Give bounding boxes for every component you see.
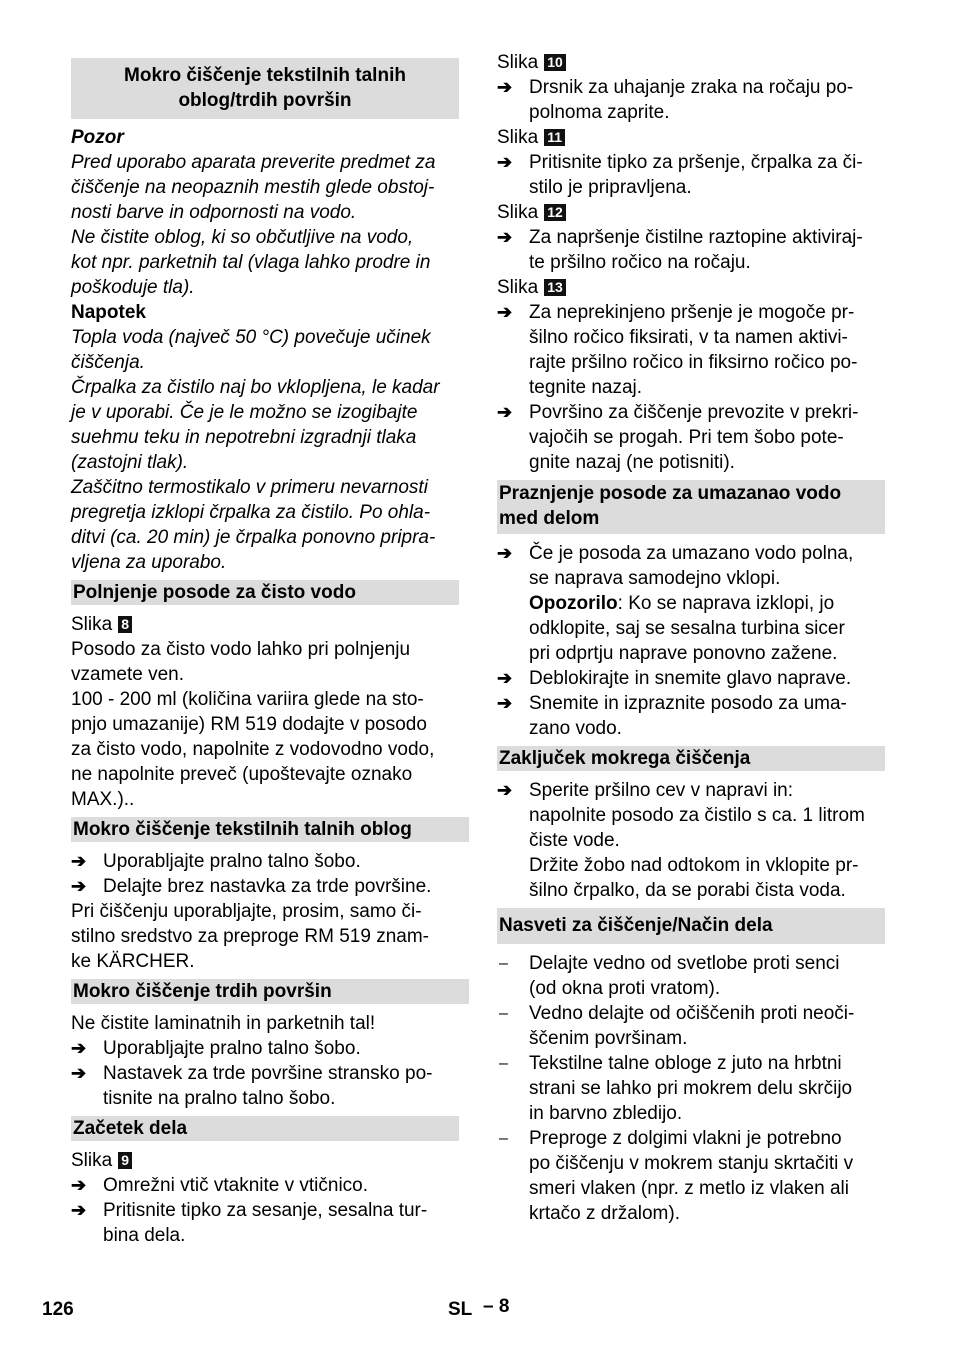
- list-item: [71, 1036, 459, 1061]
- arrow-icon: ➔: [71, 851, 87, 871]
- list-item-text: Nastavek za trde površine stransko po- tisnite na pralno talno šobo.: [103, 1063, 433, 1109]
- warning-note: [529, 591, 885, 666]
- tekstil-text: Pri čiščenju uporabljajte, prosim, samo či- stilno sredstvo za preproge RM 519 znam- ke KÄRCHER.: [71, 901, 429, 972]
- arrow-icon: ➔: [497, 780, 513, 800]
- list-item-text: Površino za čiščenje prevozite v prekri- vajočih se progah. Pri tem šobo pote- gnite nazaj (ne potisniti).: [529, 402, 859, 473]
- napotek-label: Napotek: [71, 302, 146, 323]
- right-column: [497, 50, 885, 1226]
- list-item-text: Za neprekinjeno pršenje je mogoče pr- šilno ročico fiksirati, v ta namen aktivi- rajte pršilno ročico in fiksirno ročico po- tegnite nazaj.: [529, 302, 858, 398]
- list-item-text: Omrežni vtič vtaknite v vtičnico.: [103, 1175, 369, 1196]
- section-heading-tekstil: Mokro čiščenje tekstilnih talnih oblog: [71, 817, 469, 842]
- figure-reference: [71, 612, 459, 637]
- list-item: [497, 300, 885, 400]
- list-item: [497, 691, 885, 741]
- list-item-text: Pritisnite tipko za sesanje, sesalna tur- bina dela.: [103, 1200, 428, 1246]
- figure-reference: [497, 125, 885, 150]
- figure-number-badge: 10: [544, 54, 566, 71]
- section-page-number: – 8: [483, 1296, 510, 1317]
- language-code: SL: [448, 1299, 473, 1320]
- napotek-text: Topla voda (največ 50 °C) povečuje učinek čiščenja. Črpalka za čistilo naj bo vklopljena, le kadar je v uporabi. Če je le možno se izogibajte suehmu teku in nepotrebni izgradnji tlaka (zastojni tlak). Zaščitno termostikalo v primeru nevarnosti pregretja izklopi črpalka za čistilo. Po ohla- ditvi (ca. 20 min) je črpalka ponovno pripra- vljena za uporabo.: [71, 327, 440, 573]
- list-item-text: Za napršenje čistilne raztopine aktiviraj- te pršilno ročico na ročaju.: [529, 227, 863, 273]
- list-item-text: Tekstilne talne obloge z juto na hrbtni strani se lahko pri mokrem delu skrčijo in barvno zbledijo.: [529, 1053, 853, 1124]
- figure-label: Slika: [71, 1150, 113, 1171]
- pozor-text: Pred uporabo aparata preverite predmet za čiščenje na neopaznih mestih glede obstoj- nosti barve in odpornosti na vodo. Ne čistite oblog, ki so občutljive na vodo, kot npr. parketnih tal (vlaga lahko prodre in poškoduje tla).: [71, 152, 436, 298]
- trde-intro: Ne čistite laminatnih in parketnih tal!: [71, 1013, 376, 1034]
- arrow-icon: ➔: [497, 543, 513, 563]
- arrow-icon: ➔: [497, 402, 513, 422]
- section-heading-zacetek: Začetek dela: [71, 1116, 459, 1141]
- figure-number-badge: 9: [118, 1152, 132, 1169]
- figure-label: Slika: [497, 202, 539, 223]
- dash-bullet: –: [499, 1055, 508, 1072]
- list-item-text: Snemite in izpraznite posodo za uma- zano vodo.: [529, 693, 847, 739]
- list-item: [71, 1061, 459, 1111]
- arrow-icon: ➔: [71, 1175, 87, 1195]
- arrow-icon: ➔: [497, 227, 513, 247]
- warning-text: : Ko se naprava izklopi, jo odklopite, saj se sesalna turbina sicer pri odprtju naprave ponovno zažene.: [529, 593, 845, 664]
- arrow-icon: ➔: [71, 1063, 87, 1083]
- figure-reference: [497, 275, 885, 300]
- list-item-text: Delajte vedno od svetlobe proti senci (od okna proti vratom).: [529, 953, 840, 999]
- section-heading-zakljucek: Zaključek mokrega čiščenja: [497, 746, 885, 771]
- list-item: [497, 541, 885, 666]
- figure-reference: [71, 1148, 459, 1173]
- page-number: 126: [42, 1299, 74, 1320]
- arrow-icon: ➔: [71, 1200, 87, 1220]
- list-item-text: Uporabljajte pralno talno šobo.: [103, 1038, 361, 1059]
- section-heading-trde: Mokro čiščenje trdih površin: [71, 979, 469, 1004]
- list-item: [497, 666, 885, 691]
- arrow-icon: ➔: [71, 876, 87, 896]
- list-item: [497, 951, 885, 1001]
- figure-label: Slika: [497, 52, 539, 73]
- figure-reference: [497, 50, 885, 75]
- dash-bullet: –: [499, 955, 508, 972]
- list-item-text: Pritisnite tipko za pršenje, črpalka za či- stilo je pripravljena.: [529, 152, 863, 198]
- figure-number-badge: 12: [544, 204, 566, 221]
- list-item: [497, 400, 885, 475]
- figure-label: Slika: [71, 614, 113, 635]
- figure-number-badge: 8: [118, 616, 132, 633]
- list-item-text: Preproge z dolgimi vlakni je potrebno po čiščenju v mokrem stanju skrtačiti v smeri vlaken (npr. z metlo iz vlaken ali krtačo z držalom).: [529, 1128, 854, 1224]
- list-item-text: Če je posoda za umazano vodo polna, se naprava samodejno vklopi.: [529, 543, 854, 589]
- list-item: [497, 225, 885, 275]
- warning-label: Opozorilo: [529, 593, 618, 614]
- arrow-icon: ➔: [497, 77, 513, 97]
- list-item-text: Vedno delajte od očiščenih proti neoči- ščenim površinam.: [529, 1003, 855, 1049]
- list-item: [497, 778, 885, 903]
- list-item: [71, 874, 459, 899]
- list-item: [71, 1198, 459, 1248]
- list-item: [71, 1173, 459, 1198]
- dash-bullet: –: [499, 1005, 508, 1022]
- list-item: [497, 150, 885, 200]
- list-item-text: Deblokirajte in snemite glavo naprave.: [529, 668, 852, 689]
- figure-label: Slika: [497, 277, 539, 298]
- section-heading-polnjenje: Polnjenje posode za čisto vodo: [71, 580, 459, 605]
- arrow-icon: ➔: [497, 693, 513, 713]
- list-item-text: Drsnik za uhajanje zraka na ročaju po- polnoma zaprite.: [529, 77, 854, 123]
- list-item: [497, 1126, 885, 1226]
- list-item-text: Sperite pršilno cev v napravi in: napolnite posodo za čistilo s ca. 1 litrom čiste vode. Držite žobo nad odtokom in vklopite pr- šilno črpalko, da se porabi čista voda.: [529, 780, 865, 901]
- list-item-text: Delajte brez nastavka za trde površine.: [103, 876, 432, 897]
- list-item: [71, 849, 459, 874]
- section-heading-nasveti: Nasveti za čiščenje/Način dela: [497, 908, 885, 944]
- arrow-icon: ➔: [71, 1038, 87, 1058]
- section-heading-praznjenje: Praznjenje posode za umazanao vodo med delom: [497, 480, 885, 534]
- arrow-icon: ➔: [497, 152, 513, 172]
- page-title: Mokro čiščenje tekstilnih talnih oblog/trdih površin: [71, 58, 459, 119]
- dash-bullet: –: [499, 1130, 508, 1147]
- figure-number-badge: 13: [544, 279, 566, 296]
- list-item: [497, 1001, 885, 1051]
- pozor-label: Pozor: [71, 127, 124, 148]
- figure-number-badge: 11: [544, 129, 565, 146]
- arrow-icon: ➔: [497, 302, 513, 322]
- list-item-text: Uporabljajte pralno talno šobo.: [103, 851, 361, 872]
- polnjenje-text: Posodo za čisto vodo lahko pri polnjenju vzamete ven. 100 - 200 ml (količina variira glede na sto- pnjo umazanije) RM 519 dodajte v posodo za čisto vodo, napolnite z vodovodno vodo, ne napolnite preveč (upoštevajte oznako MAX.)..: [71, 639, 435, 810]
- list-item: [497, 1051, 885, 1126]
- figure-reference: [497, 200, 885, 225]
- list-item: [497, 75, 885, 125]
- figure-label: Slika: [497, 127, 539, 148]
- arrow-icon: ➔: [497, 668, 513, 688]
- left-column: [71, 50, 459, 1248]
